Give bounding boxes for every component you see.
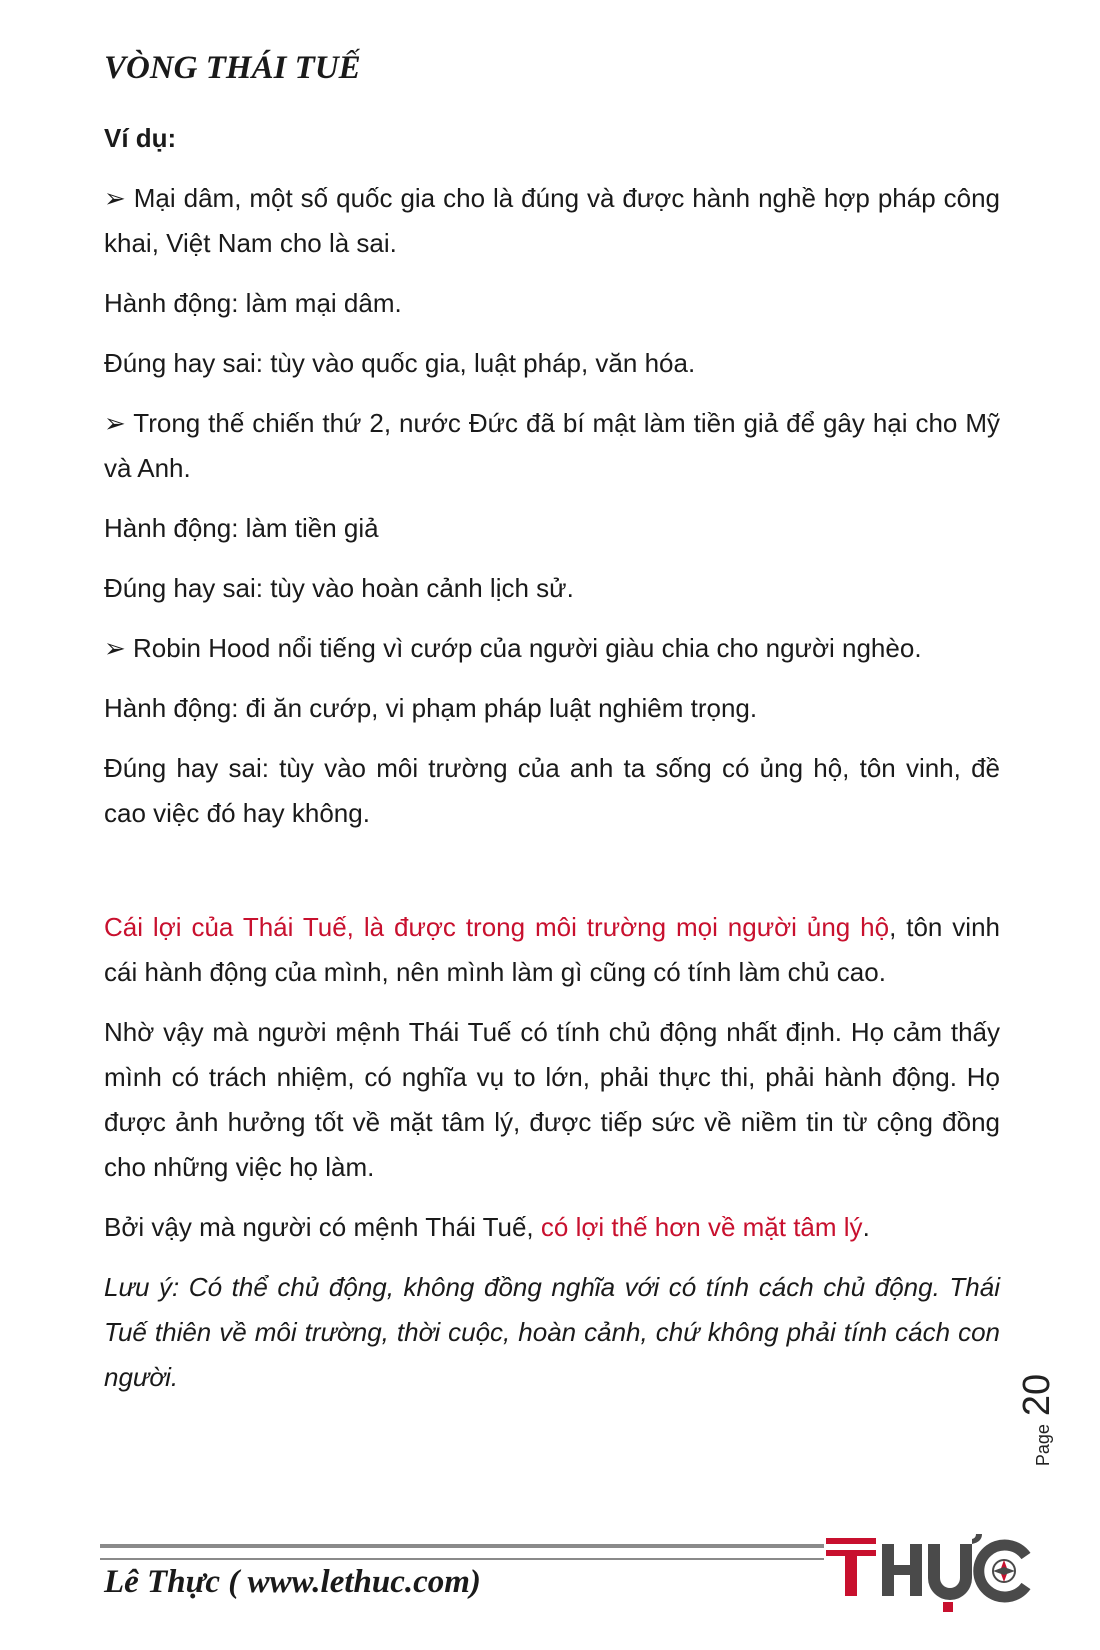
example-1-judgement: Đúng hay sai: tùy vào quốc gia, luật pháp, văn hóa. [104,348,696,378]
bullet-arrow-icon: ➢ [104,633,126,663]
section-title: VÒNG THÁI TUẾ [104,50,361,86]
conclusion-highlight: có lợi thế hơn về mặt tâm lý [540,1212,863,1242]
thanks-paragraph: Nhờ vậy mà người mệnh Thái Tuế có tính chủ động nhất định. Họ cảm thấy mình có trách nhiệm, có nghĩa vụ to lớn, phải thực thi, phải hành động. Họ được ảnh hưởng tốt về mặt tâm lý, được tiếp sức về niềm tin từ cộng đồng cho những việc họ làm. [104,1017,1000,1182]
footer-author: Lê Thực ( www.lethuc.com) [104,1564,481,1600]
page-number-value: 20 [1016,1373,1058,1417]
footer-rule [100,1544,824,1560]
conclusion-suffix: . [862,1212,870,1242]
benefit-rest: , tôn vinh cái hành động của mình, nên mình làm gì cũng có tính làm chủ cao. [104,912,1000,987]
example-3-judgement: Đúng hay sai: tùy vào môi trường của anh ta sống có ủng hộ, tôn vinh, đề cao việc đó hay không. [104,753,1000,828]
bullet-arrow-icon: ➢ [104,408,126,438]
example-2 [104,401,1000,491]
bullet-arrow-icon: ➢ [104,183,126,213]
example-3-action: Hành động: đi ăn cướp, vi phạm pháp luật nghiêm trọng. [104,693,758,723]
conclusion-prefix: Bởi vậy mà người có mệnh Thái Tuế, [104,1212,541,1242]
thuc-logo [826,1532,1032,1614]
logo-text [0,0,1,1]
body-content [104,116,1000,1415]
note-paragraph: Lưu ý: Có thể chủ động, không đồng nghĩa với có tính cách chủ động. Thái Tuế thiên về môi trường, thời cuộc, hoàn cảnh, chứ không phải tính cách con người. [104,1272,1000,1392]
page-number [1016,1350,1056,1490]
example-1-action: Hành động: làm mại dâm. [104,288,402,318]
benefit-paragraph [104,905,1000,995]
example-label: Ví dụ: [104,123,177,153]
example-1-text: Mại dâm, một số quốc gia cho là đúng và được hành nghề hợp pháp công khai, Việt Nam cho là sai. [104,183,1000,258]
benefit-highlight: Cái lợi của Thái Tuế, là được trong môi trường mọi người ủng hộ [104,912,890,942]
example-3-text: Robin Hood nổi tiếng vì cướp của người giàu chia cho người nghèo. [133,633,922,663]
example-2-text: Trong thế chiến thứ 2, nước Đức đã bí mật làm tiền giả để gây hại cho Mỹ và Anh. [104,408,1000,483]
example-2-action: Hành động: làm tiền giả [104,513,379,543]
conclusion-paragraph [104,1205,1000,1250]
example-3 [104,626,1000,671]
example-1 [104,176,1000,266]
example-2-judgement: Đúng hay sai: tùy vào hoàn cảnh lịch sử. [104,573,574,603]
page-word: Page [1033,1424,1053,1467]
